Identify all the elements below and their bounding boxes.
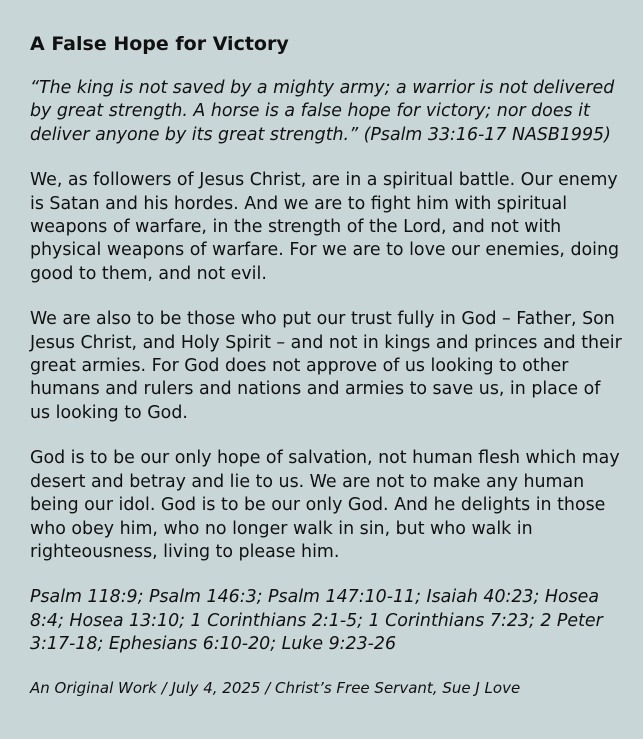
body-paragraph-2: We are also to be those who put our trust fully in God – Father, Son Jesus Christ, and Holy Spirit – and not in kings and princes and their great armies. For God does not approve of us looking to other humans and rulers and nations and armies to save us, in place of us looking to God. (30, 309, 622, 423)
page-title: A False Hope for Victory (30, 33, 289, 55)
body-paragraph-3: God is to be our only hope of salvation, not human flesh which may desert and betray and lie to us. We are not to make any human being our idol. God is to be our only God. And he delights in those who obey him, who no longer walk in sin, but who walk in righteousness, living to please him. (30, 448, 620, 562)
scripture-quote: “The king is not saved by a mighty army; a warrior is not delivered by great strength. A horse is a false hope for victory; nor does it deliver anyone by its great strength.” (Psalm 33:16-17 NASB1995) (30, 78, 615, 145)
attribution-footer: An Original Work / July 4, 2025 / Christ’s Free Servant, Sue J Love (30, 678, 521, 697)
body-paragraph-1: We, as followers of Jesus Christ, are in a spiritual battle. Our enemy is Satan and his hordes. And we are to fight him with spiritual weapons of warfare, in the strength of the Lord, and not with physical weapons of warfare. For we are to love our enemies, doing good to them, and not evil. (30, 170, 620, 284)
scripture-references: Psalm 118:9; Psalm 146:3; Psalm 147:10-11; Isaiah 40:23; Hosea 8:4; Hosea 13:10; 1 Corinthians 2:1-5; 1 Corinthians 7:23; 2 Peter 3:17-18; Ephesians 6:10-20; Luke 9:23-26 (30, 587, 603, 655)
